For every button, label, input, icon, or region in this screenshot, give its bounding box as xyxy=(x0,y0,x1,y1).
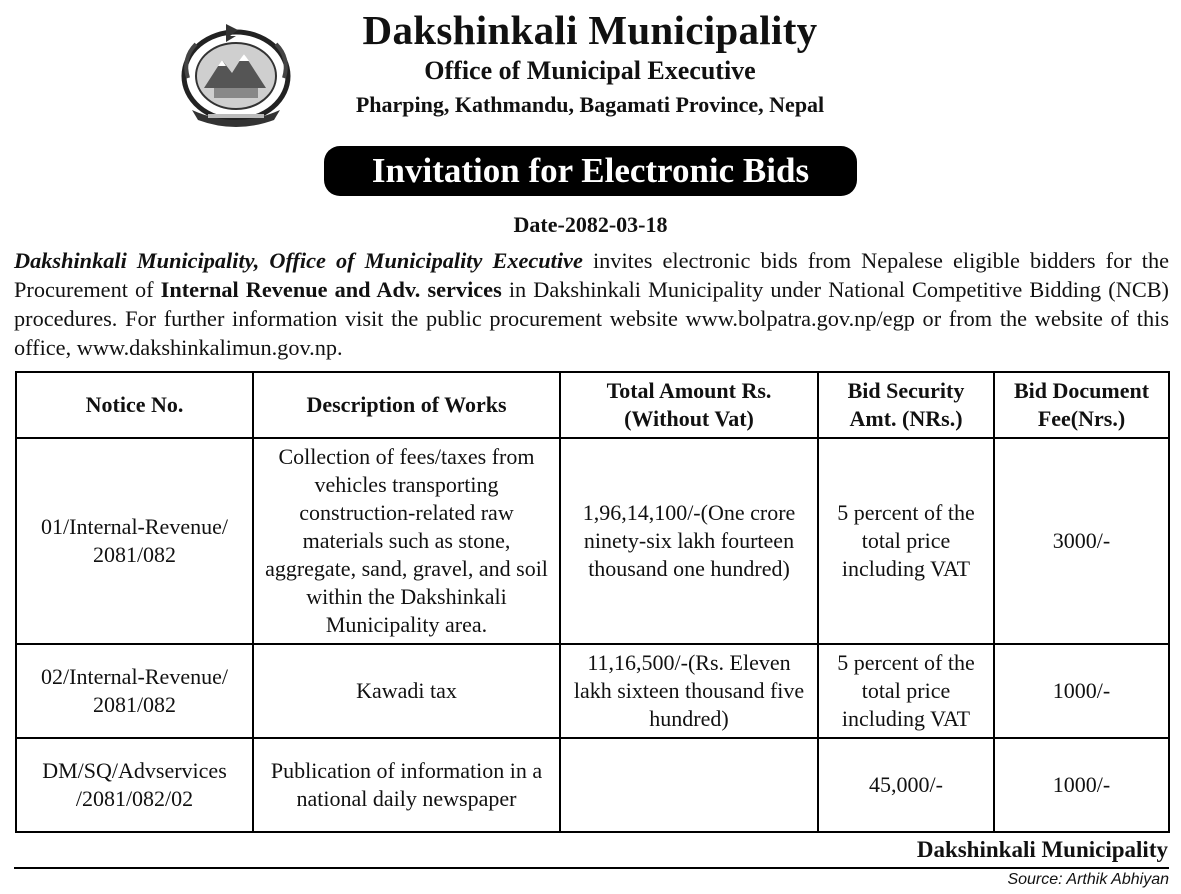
intro-paragraph xyxy=(14,246,1169,362)
cell-bid-security: 45,000/- xyxy=(818,738,994,832)
header-notice-no: Notice No. xyxy=(16,372,253,438)
cell-total-amount: 1,96,14,100/-(One crore ninety-six lakh fourteen thousand one hundred) xyxy=(560,438,818,644)
table-row xyxy=(16,644,1169,738)
cell-notice-no: DM/SQ/Advservices /2081/082/02 xyxy=(16,738,253,832)
signature: Dakshinkali Municipality xyxy=(916,837,1168,862)
cell-description: Kawadi tax xyxy=(253,644,560,738)
intro-lead: Dakshinkali Municipality, Office of Municipality Executive xyxy=(14,248,583,273)
header-document-fee: Bid Document Fee(Nrs.) xyxy=(994,372,1169,438)
footer-divider xyxy=(14,867,1169,869)
intro-text-1: invites electronic bids from Nepalese eligible bidders for the Procurement of xyxy=(14,248,1169,302)
office-address: Pharping, Kathmandu, Bagamati Province, Nepal xyxy=(355,92,825,117)
cell-description: Collection of fees/taxes from vehicles transporting construction-related raw materials such as stone, aggregate, sand, gravel, and soil within the Dakshinkali Municipality area. xyxy=(253,438,560,644)
page-title-banner: Invitation for Electronic Bids xyxy=(324,146,857,196)
cell-notice-no: 01/Internal-Revenue/ 2081/082 xyxy=(16,438,253,644)
cell-total-amount xyxy=(560,738,818,832)
cell-document-fee: 1000/- xyxy=(994,644,1169,738)
cell-notice-no: 02/Internal-Revenue/ 2081/082 xyxy=(16,644,253,738)
municipality-name: Dakshinkali Municipality xyxy=(362,7,818,53)
header-bid-security: Bid Security Amt. (NRs.) xyxy=(818,372,994,438)
cell-description: Publication of information in a national daily newspaper xyxy=(253,738,560,832)
cell-document-fee: 3000/- xyxy=(994,438,1169,644)
table-row xyxy=(16,738,1169,832)
nepal-emblem-icon xyxy=(174,18,298,128)
cell-bid-security: 5 percent of the total price including VAT xyxy=(818,438,994,644)
table-row xyxy=(16,438,1169,644)
office-name: Office of Municipal Executive xyxy=(424,56,756,85)
header-description: Description of Works xyxy=(253,372,560,438)
cell-document-fee: 1000/- xyxy=(994,738,1169,832)
header-total-amount: Total Amount Rs. (Without Vat) xyxy=(560,372,818,438)
intro-emphasis: Internal Revenue and Adv. services xyxy=(160,277,502,302)
cell-total-amount: 11,16,500/-(Rs. Eleven lakh sixteen thousand five hundred) xyxy=(560,644,818,738)
intro-text-2: in Dakshinkali Municipality under National Competitive Bidding (NCB) procedures. For further information visit the public procurement website www.bolpatra.gov.np/egp or from the website of this office, www.dakshinkalimun.gov.np. xyxy=(14,277,1169,360)
notice-date: Date-2082-03-18 xyxy=(513,212,668,237)
bids-table xyxy=(15,371,1170,833)
table-header-row xyxy=(16,372,1169,438)
cell-bid-security: 5 percent of the total price including VAT xyxy=(818,644,994,738)
source-credit: Source: Arthik Abhiyan xyxy=(1007,871,1169,888)
